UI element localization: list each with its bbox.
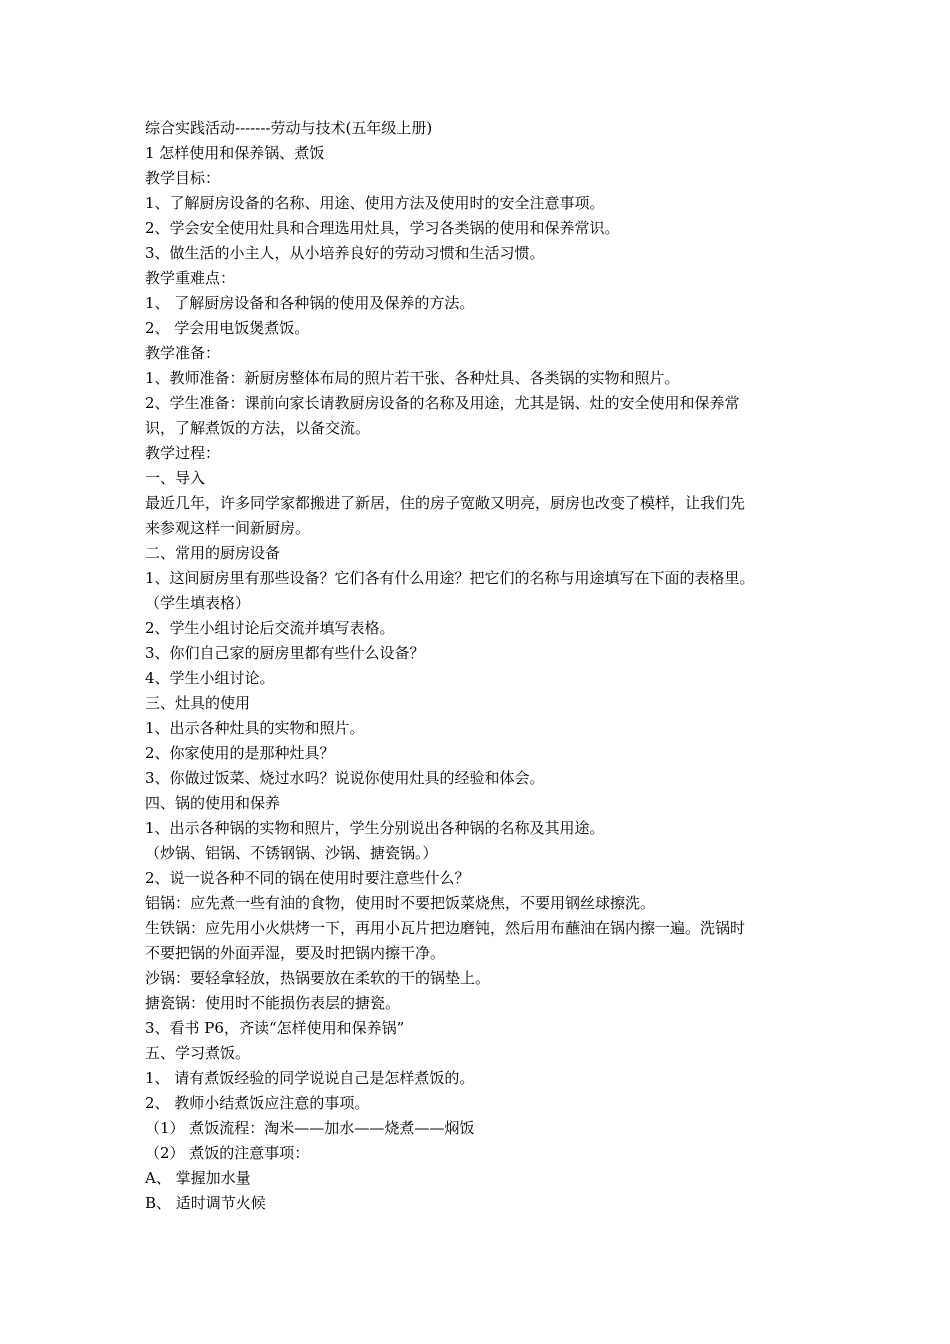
- section-heading: 一、导入: [145, 469, 206, 487]
- text-line: 3、你们自己家的厨房里都有些什么设备？: [145, 644, 425, 662]
- section-heading: 教学目标：: [145, 169, 221, 187]
- text-line: 3、看书 P6，齐读“怎样使用和保养锅”: [145, 1019, 405, 1037]
- document-page: [145, 116, 810, 1216]
- text-line: 来参观这样一间新厨房。: [145, 519, 311, 537]
- text-line: 不要把锅的外面弄湿，要及时把锅内擦干净。: [145, 944, 446, 962]
- text-line: 1、出示各种锅的实物和照片，学生分别说出各种锅的名称及其用途。: [145, 819, 605, 837]
- section-heading: 三、灶具的使用: [145, 694, 251, 712]
- section-heading: 教学重难点：: [145, 269, 236, 287]
- text-line: 生铁锅：应先用小火烘烤一下，再用小瓦片把边磨钝，然后用布蘸油在锅内擦一遍。洗锅时: [145, 919, 746, 937]
- section-heading: 教学过程：: [145, 444, 221, 462]
- text-line: 3、你做过饭菜、烧过水吗？说说你使用灶具的经验和体会。: [145, 769, 545, 787]
- text-line: （2） 煮饭的注意事项：: [145, 1144, 310, 1162]
- text-line: 1、了解厨房设备的名称、用途、使用方法及使用时的安全注意事项。: [145, 194, 605, 212]
- text-line: 沙锅：要轻拿轻放，热锅要放在柔软的干的锅垫上。: [145, 969, 491, 987]
- text-line: 搪瓷锅：使用时不能损伤表层的搪瓷。: [145, 994, 401, 1012]
- text-line: 最近几年，许多同学家都搬进了新居，住的房子宽敞又明亮，厨房也改变了模样，让我们先: [145, 494, 746, 512]
- text-line: （炒锅、铝锅、不锈钢锅、沙锅、搪瓷锅。）: [145, 844, 438, 862]
- text-line: （1） 煮饭流程：淘米——加水——烧煮——焖饭: [145, 1119, 475, 1137]
- section-heading: 教学准备：: [145, 344, 221, 362]
- section-heading: 五、学习煮饭。: [145, 1044, 251, 1062]
- lesson-title: 1 怎样使用和保养锅、煮饭: [145, 144, 325, 162]
- text-line: 1、出示各种灶具的实物和照片。: [145, 719, 365, 737]
- text-line: A、 掌握加水量: [145, 1169, 251, 1187]
- text-line: 2、 学会用电饭煲煮饭。: [145, 319, 310, 337]
- document-title: 综合实践活动-------劳动与技术(五年级上册): [145, 119, 433, 137]
- text-line: 2、学会安全使用灶具和合理选用灶具，学习各类锅的使用和保养常识。: [145, 219, 620, 237]
- text-line: 1、 了解厨房设备和各种锅的使用及保养的方法。: [145, 294, 475, 312]
- text-line: B、 适时调节火候: [145, 1194, 266, 1212]
- section-heading: 四、锅的使用和保养: [145, 794, 281, 812]
- text-line: 铝锅：应先煮一些有油的食物，使用时不要把饭菜烧焦，不要用钢丝球擦洗。: [145, 894, 656, 912]
- text-line: 1、这间厨房里有那些设备？它们各有什么用途？把它们的名称与用途填写在下面的表格里。: [145, 569, 755, 587]
- text-line: 2、说一说各种不同的锅在使用时要注意些什么？: [145, 869, 470, 887]
- text-line: 2、学生小组讨论后交流并填写表格。: [145, 619, 395, 637]
- section-heading: 二、常用的厨房设备: [145, 544, 281, 562]
- text-line: 4、学生小组讨论。: [145, 669, 275, 687]
- text-line: 2、学生准备：课前向家长请教厨房设备的名称及用途，尤其是锅、灶的安全使用和保养常: [145, 394, 740, 412]
- text-line: 2、你家使用的是那种灶具？: [145, 744, 335, 762]
- text-line: 1、 请有煮饭经验的同学说说自己是怎样煮饭的。: [145, 1069, 475, 1087]
- text-line: 3、做生活的小主人，从小培养良好的劳动习惯和生活习惯。: [145, 244, 545, 262]
- text-line: 识，了解煮饭的方法，以备交流。: [145, 419, 371, 437]
- text-line: （学生填表格）: [145, 594, 251, 612]
- text-line: 1、教师准备：新厨房整体布局的照片若干张、各种灶具、各类锅的实物和照片。: [145, 369, 680, 387]
- text-line: 2、 教师小结煮饭应注意的事项。: [145, 1094, 370, 1112]
